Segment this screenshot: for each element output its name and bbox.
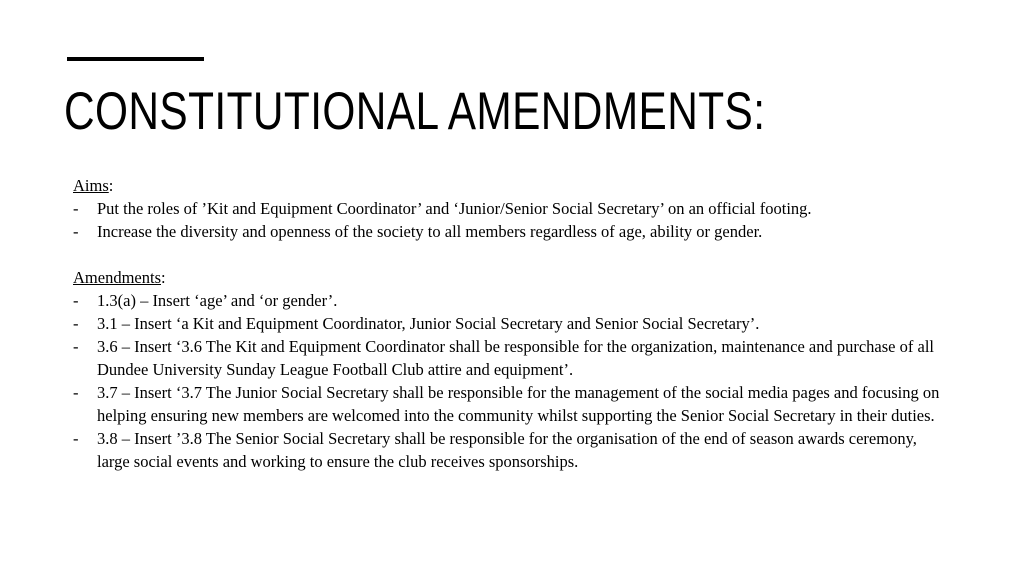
- dash-bullet: -: [73, 383, 79, 402]
- amendment-item: [73, 381, 953, 427]
- amendment-item-text: 3.1 – Insert ‘a Kit and Equipment Coordinator, Junior Social Secretary and Senior Social Secretary’.: [97, 314, 760, 333]
- amendment-item-text: 1.3(a) – Insert ‘age’ and ‘or gender’.: [97, 291, 338, 310]
- dash-bullet: -: [73, 291, 79, 310]
- amendment-item: [73, 427, 953, 473]
- aims-list-item: [73, 197, 953, 220]
- title-accent-bar: [67, 57, 204, 61]
- amendment-item: [73, 335, 953, 381]
- amendment-item-text: 3.7 – Insert ‘3.7 The Junior Social Secretary shall be responsible for the management of the social media pages and focusing on helping ensuring new members are welcomed into the community whilst supporting the Senior Social Secretary in their duties.: [97, 383, 940, 425]
- aims-item-text: Put the roles of ’Kit and Equipment Coordinator’ and ‘Junior/Senior Social Secretary’ on an official footing.: [97, 199, 812, 218]
- amendments-heading-label: Amendments: [73, 268, 161, 287]
- aims-item-text: Increase the diversity and openness of the society to all members regardless of age, ability or gender.: [97, 222, 763, 241]
- amendments-heading: [73, 266, 953, 289]
- slide-body: [73, 174, 953, 473]
- amendment-item-text: 3.6 – Insert ‘3.6 The Kit and Equipment Coordinator shall be responsible for the organization, maintenance and purchase of all Dundee University Sunday League Football Club attire and equipment’.: [97, 337, 934, 379]
- aims-heading-label: Aims: [73, 176, 109, 195]
- dash-bullet: -: [73, 314, 79, 333]
- dash-bullet: -: [73, 337, 79, 356]
- dash-bullet: -: [73, 222, 79, 241]
- amendment-item: [73, 312, 953, 335]
- aims-list-item: [73, 220, 953, 243]
- slide-title: CONSTITUTIONAL AMENDMENTS:: [64, 82, 766, 141]
- amendment-item-text: 3.8 – Insert ’3.8 The Senior Social Secretary shall be responsible for the organisation of the end of season awards ceremony, large social events and working to ensure the club receives sponsorships.: [97, 429, 917, 471]
- aims-list: [73, 197, 953, 243]
- aims-heading-colon: :: [108, 176, 114, 195]
- amendments-heading-colon: :: [161, 268, 166, 287]
- dash-bullet: -: [73, 199, 79, 218]
- section-spacer: [73, 243, 953, 266]
- aims-heading: [73, 174, 953, 197]
- amendment-item: [73, 289, 953, 312]
- amendments-list: [73, 289, 953, 473]
- dash-bullet: -: [73, 429, 79, 448]
